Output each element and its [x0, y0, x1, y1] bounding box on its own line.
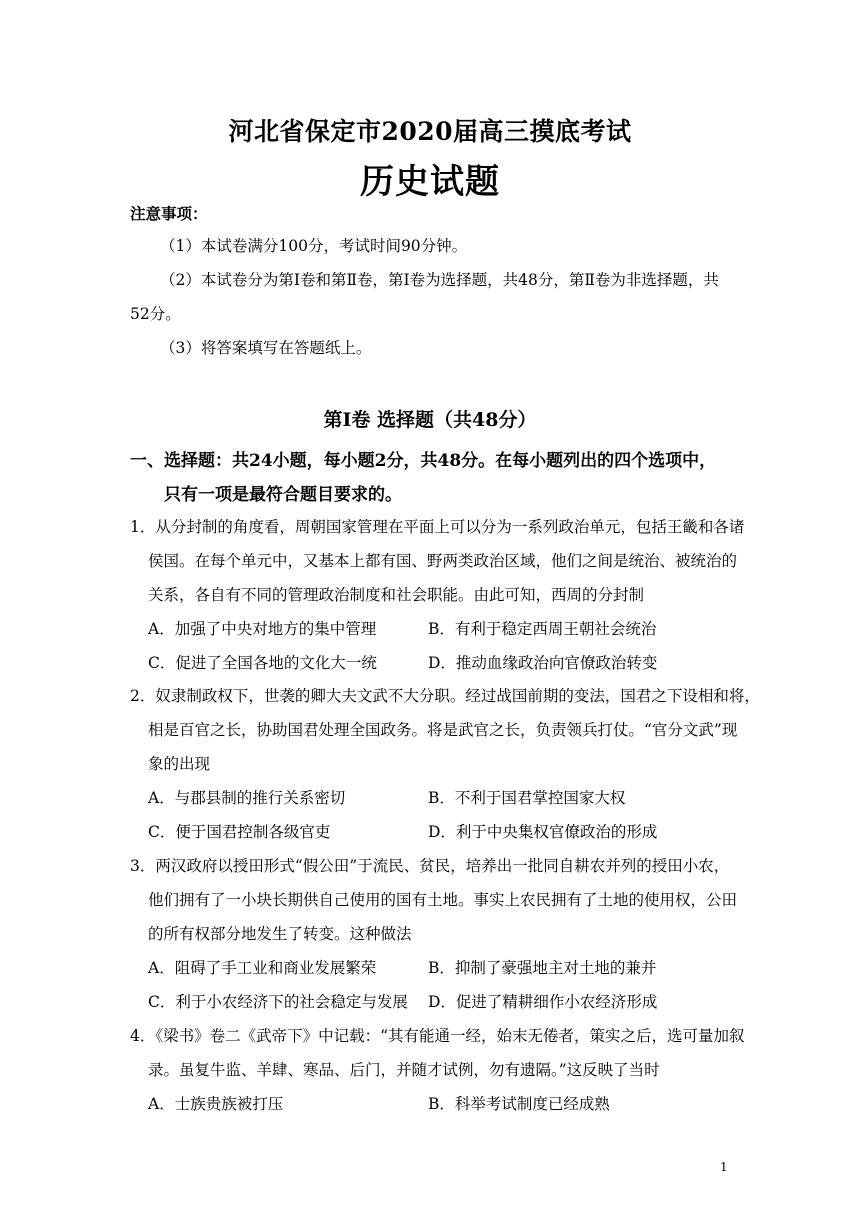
question-text: 他们拥有了一小块长期供自己使用的国有土地。事实上农民拥有了土地的使用权，公田 [148, 891, 738, 909]
instruction-line: 一、选择题：共24小题，每小题2分，共48分。在每小题列出的四个选项中， [130, 451, 717, 471]
question-text: 4．《梁书》卷二《武帝下》中记载：“其有能通一经，始末无倦者，策实之后，选可量加叙 [130, 1027, 745, 1045]
page-number: 1 [720, 1160, 728, 1174]
option-b: B．科举考试制度已经成熟 [428, 1095, 610, 1113]
question-text: 2．奴隶制政权下，世袭的卿大夫文武不大分职。经过战国前期的变法，国君之下设相和将， [130, 687, 760, 705]
question-text: 侯国。在每个单元中，又基本上都有国、野两类政治区域，他们之间是统治、被统治的 [148, 552, 738, 570]
option-a: A．与郡县制的推行关系密切 [148, 789, 346, 807]
option-d: D．促进了精耕细作小农经济形成 [428, 993, 658, 1011]
question-text: 关系，各自有不同的管理政治制度和社会职能。由此可知，西周的分封制 [148, 586, 645, 604]
instruction-line: 只有一项是最符合题目要求的。 [164, 485, 402, 505]
option-d: D．推动血缘政治向官僚政治转变 [428, 654, 658, 672]
notice-item: 52分。 [130, 305, 181, 323]
question-text: 1．从分封制的角度看，周朝国家管理在平面上可以分为一系列政治单元，包括王畿和各诸 [130, 518, 745, 536]
notice-heading: 注意事项： [130, 204, 208, 223]
exam-subject-title: 历史试题 [360, 162, 500, 202]
option-c: C．利于小农经济下的社会稳定与发展 [148, 993, 408, 1011]
option-a: A．加强了中央对地方的集中管理 [148, 620, 377, 638]
notice-item: （3）将答案填写在答题纸上。 [160, 339, 372, 357]
option-a: A．阻碍了手工业和商业发展繁荣 [148, 959, 377, 977]
question-text: 象的出现 [148, 755, 211, 773]
question-text: 的所有权部分地发生了转变。这种做法 [148, 925, 412, 943]
option-a: A．士族贵族被打压 [148, 1095, 284, 1113]
notice-item: （1）本试卷满分100分，考试时间90分钟。 [160, 237, 468, 255]
option-b: B．不利于国君掌控国家大权 [428, 789, 626, 807]
option-d: D．利于中央集权官僚政治的形成 [428, 823, 658, 841]
section-title: 第Ⅰ卷 选择题（共48分） [323, 409, 537, 431]
question-text: 3．两汉政府以授田形式“假公田”于流民、贫民，培养出一批同自耕农并列的授田小农， [130, 857, 730, 875]
exam-title: 河北省保定市2020届高三摸底考试 [228, 117, 632, 146]
option-c: C．促进了全国各地的文化大一统 [148, 654, 377, 672]
option-b: B．有利于稳定西周王朝社会统治 [428, 620, 657, 638]
option-b: B．抑制了豪强地主对土地的兼并 [428, 959, 657, 977]
notice-item: （2）本试卷分为第Ⅰ卷和第Ⅱ卷，第Ⅰ卷为选择题，共48分，第Ⅱ卷为非选择题，共 [160, 271, 719, 289]
question-text: 录。虽复牛监、羊肆、寒品、后门，并随才试例，勿有遗隔。”这反映了当时 [148, 1061, 660, 1079]
question-text: 相是百官之长，协助国君处理全国政务。将是武官之长，负责领兵打仗。“官分文武”现 [148, 721, 738, 739]
option-c: C．便于国君控制各级官吏 [148, 823, 331, 841]
